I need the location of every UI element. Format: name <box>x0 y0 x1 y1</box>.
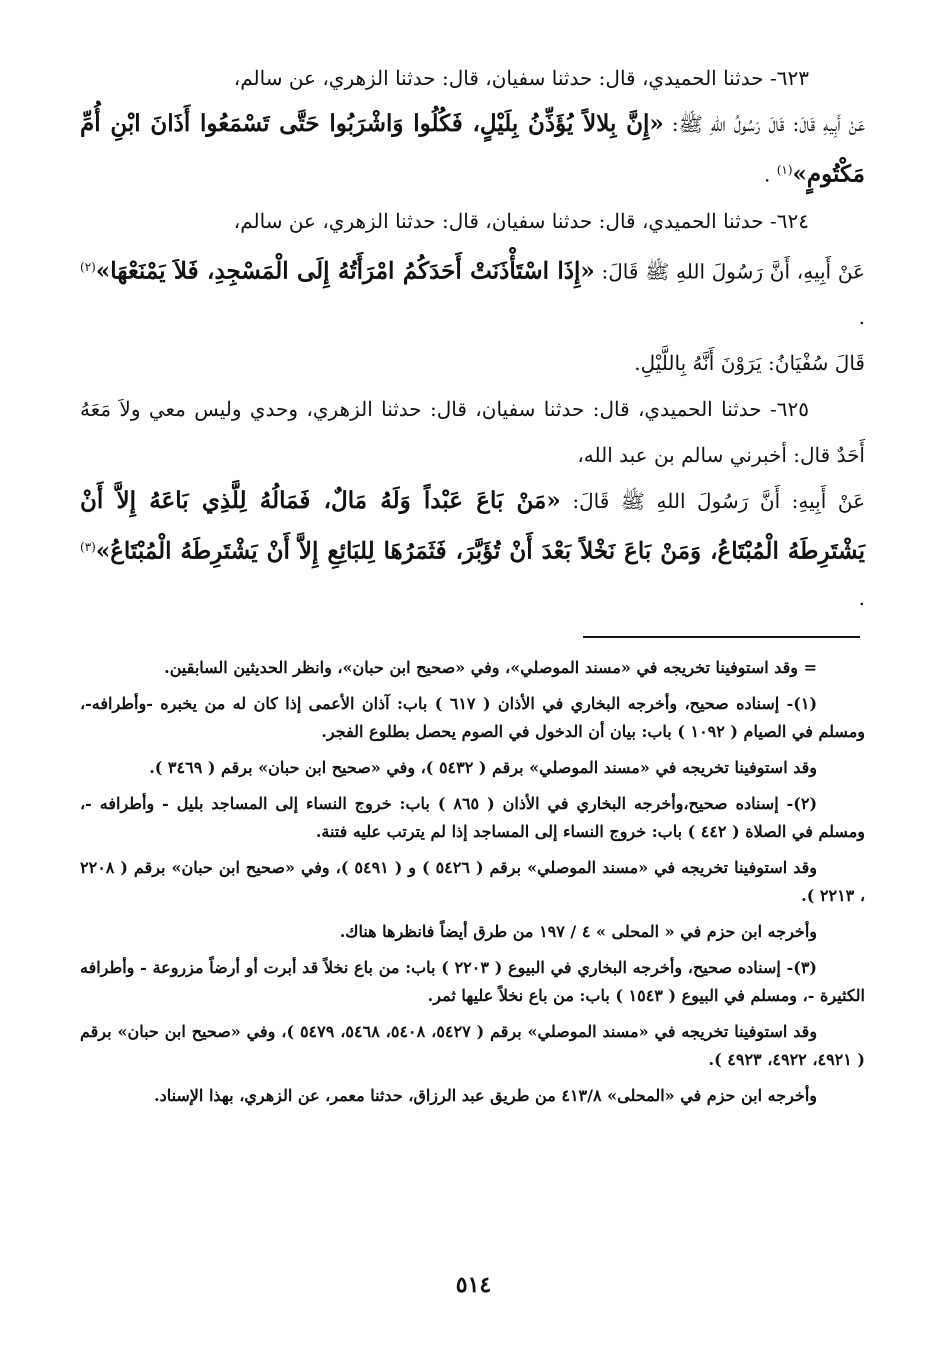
footnote-2-takhrij: وقد استوفينا تخريجه في «مسند الموصلي» برقم ( ٥٤٢٦ ) و ( ٥٤٩١ )، وفي «صحيح ابن حبان» برقم ( ٢٢٠٨ ، ٢٢١٣ ). <box>80 858 865 905</box>
footnote-divider <box>583 636 860 638</box>
hadith-623-intro: ٦٢٣- حدثنا الحميدي، قال: حدثنا سفيان، قال: حدثنا الزهري، عن سالم، <box>233 66 809 90</box>
footnote-1-takhrij: وقد استوفينا تخريجه في «مسند الموصلي» برقم ( ٥٤٣٢ )، وفي «صحيح ابن حبان» برقم ( ٣٤٦٩ ). <box>149 758 817 777</box>
footnote-3-source: (٣)- إسناده صحيح، وأخرجه البخاري في البيوع ( ٢٢٠٣ ) باب: من باع نخلاً قد أبرت أو أرضاً مزروعة - وأطرافه الكثيرة -، ومسلم في البيوع ( ١٥٤٣ ) باب: من باع نخلاً عليها ثمر. <box>80 958 865 1005</box>
footnote-carry: = وقد استوفينا تخريجه في «مسند الموصلي»، وفي «صحيح ابن حبان»، وانظر الحديثين السابقين. <box>164 658 817 677</box>
page-number: ٥١٤ <box>455 1272 492 1298</box>
hadith-625-chain: عَنْ أَبِيهِ: أَنَّ رَسُولَ اللهِ ﷺ قَالَ: <box>572 489 866 514</box>
main-text <box>80 55 865 621</box>
footnote-3-ibn-hazm: وأخرجه ابن حزم في «المحلى» ٤١٣/٨ من طريق عبد الرزاق، حدثنا معمر، عن الزهري، بهذا الإسناد. <box>154 1086 817 1105</box>
footnote-marker-2: (٢) <box>80 259 96 274</box>
sufyan-comment: قَالَ سُفْيَانُ: يَرَوْنَ أَنَّهُ بِاللَّيْلِ. <box>634 351 865 376</box>
footnote-1-source: (١)- إسناده صحيح، وأخرجه البخاري في الأذان ( ٦١٧ ) باب: آذان الأعمى إذا كان له من يخبره -وأطرافه-، ومسلم في الصيام ( ١٠٩٢ ) باب: بيان أن الدخول في الصوم يحصل بطلوع الفجر. <box>80 694 865 741</box>
footnote-2-ibn-hazm: وأخرجه ابن حزم في « المحلى » ٤ / ١٩٧ من طرق أيضاً فانظرها هناك. <box>339 922 817 941</box>
hadith-625-text: «مَنْ بَاعَ عَبْداً وَلَهُ مَالٌ، فَمَالُهُ لِلَّذِي بَاعَهُ إِلاَّ أَنْ يَشْتَرِطَهُ الْمُبْتَاعُ، وَمَنْ بَاعَ نَخْلاً بَعْدَ أَنْ تُؤَبَّرَ، فَثَمَرُهَا لِلبَائِعِ إِلاَّ أَنْ يَشْتَرِطَهُ الْمُبْتَاعُ» <box>80 487 865 565</box>
hadith-624-chain: عَنْ أَبِيهِ، أَنَّ رَسُولَ اللهِ ﷺ قَالَ: <box>601 259 865 284</box>
hadith-625-body: عَنْ أَبِيهِ: أَنَّ رَسُولَ اللهِ ﷺ قَالَ: «مَنْ بَاعَ عَبْداً وَلَهُ مَالٌ، فَمَالُهُ لِلَّذِي بَاعَهُ إِلاَّ أَنْ يَشْتَرِطَهُ الْمُبْتَاعُ، وَمَنْ بَاعَ نَخْلاً بَعْدَ أَنْ تُؤَبَّرَ، فَثَمَرُهَا لِلبَائِعِ إِلاَّ أَنْ يَشْتَرِطَهُ الْمُبْتَاعُ»$^{(٣)}$ . <box>80 487 866 610</box>
hadith-624-body: عَنْ أَبِيهِ، أَنَّ رَسُولَ اللهِ ﷺ قَالَ: «إِذَا اسْتَأْذَنَتْ أَحَدَكُمُ امْرَأَتُهُ إِلَى الْمَسْجِدِ، فَلاَ يَمْنَعْهَا»$^{(٢)}$ . <box>80 257 865 330</box>
footnote-marker-1: (١) <box>776 163 793 177</box>
hadith-623-chain: عَنْ أَبِيهِ قَالَ: قَالَ رَسُولُ اللهِ ﷺ: <box>671 112 866 136</box>
hadith-625-intro: ٦٢٥- حدثنا الحميدي، قال: حدثنا سفيان، قال: حدثنا الزهري، وحدي وليس معي ولاَ مَعَهُ أَحَدٌ قال: أخبرني سالم بن عبد الله، <box>80 397 865 468</box>
footnote-2-source: (٢)- إسناده صحيح،وأخرجه البخاري في الأذان ( ٨٦٥ ) باب: خروج النساء إلى المساجد بليل - وأطرافه -، ومسلم في الصلاة ( ٤٤٢ ) باب: خروج النساء إلى المساجد إذا لم يترتب عليه فتنة. <box>80 794 865 841</box>
hadith-624-text: «إِذَا اسْتَأْذَنَتْ أَحَدَكُمُ امْرَأَتُهُ إِلَى الْمَسْجِدِ، فَلاَ يَمْنَعْهَا» <box>95 257 595 285</box>
footnotes <box>80 654 865 1110</box>
footnote-3-takhrij: وقد استوفينا تخريجه في «مسند الموصلي» برقم ( ٥٤٢٧، ٥٤٠٨، ٥٤٦٨، ٥٤٧٩ )، وفي «صحيح ابن حبان» برقم ( ٤٩٢١، ٤٩٢٢، ٤٩٢٣ ). <box>80 1022 865 1069</box>
hadith-624-intro: ٦٢٤- حدثنا الحميدي، قال: حدثنا سفيان، قال: حدثنا الزهري، عن سالم، <box>233 208 809 233</box>
hadith-623-text: «إِنَّ بِلالاً يُؤَذِّنُ بِلَيْلٍ، فَكُلُوا وَاشْرَبُوا حَتَّى تَسْمَعُوا أَذَانَ ابْنِ أُمِّ مَكْتُومٍ» <box>80 110 865 188</box>
hadith-623-body: عَنْ أَبِيهِ قَالَ: قَالَ رَسُولُ اللهِ ﷺ: «إِنَّ بِلالاً يُؤَذِّنُ بِلَيْلٍ، فَكُلُوا وَاشْرَبُوا حَتَّى تَسْمَعُوا أَذَانَ ابْنِ أُمِّ مَكْتُومٍ»$^{(١)}$ . <box>80 110 866 188</box>
footnote-marker-3: (٣) <box>80 540 96 555</box>
